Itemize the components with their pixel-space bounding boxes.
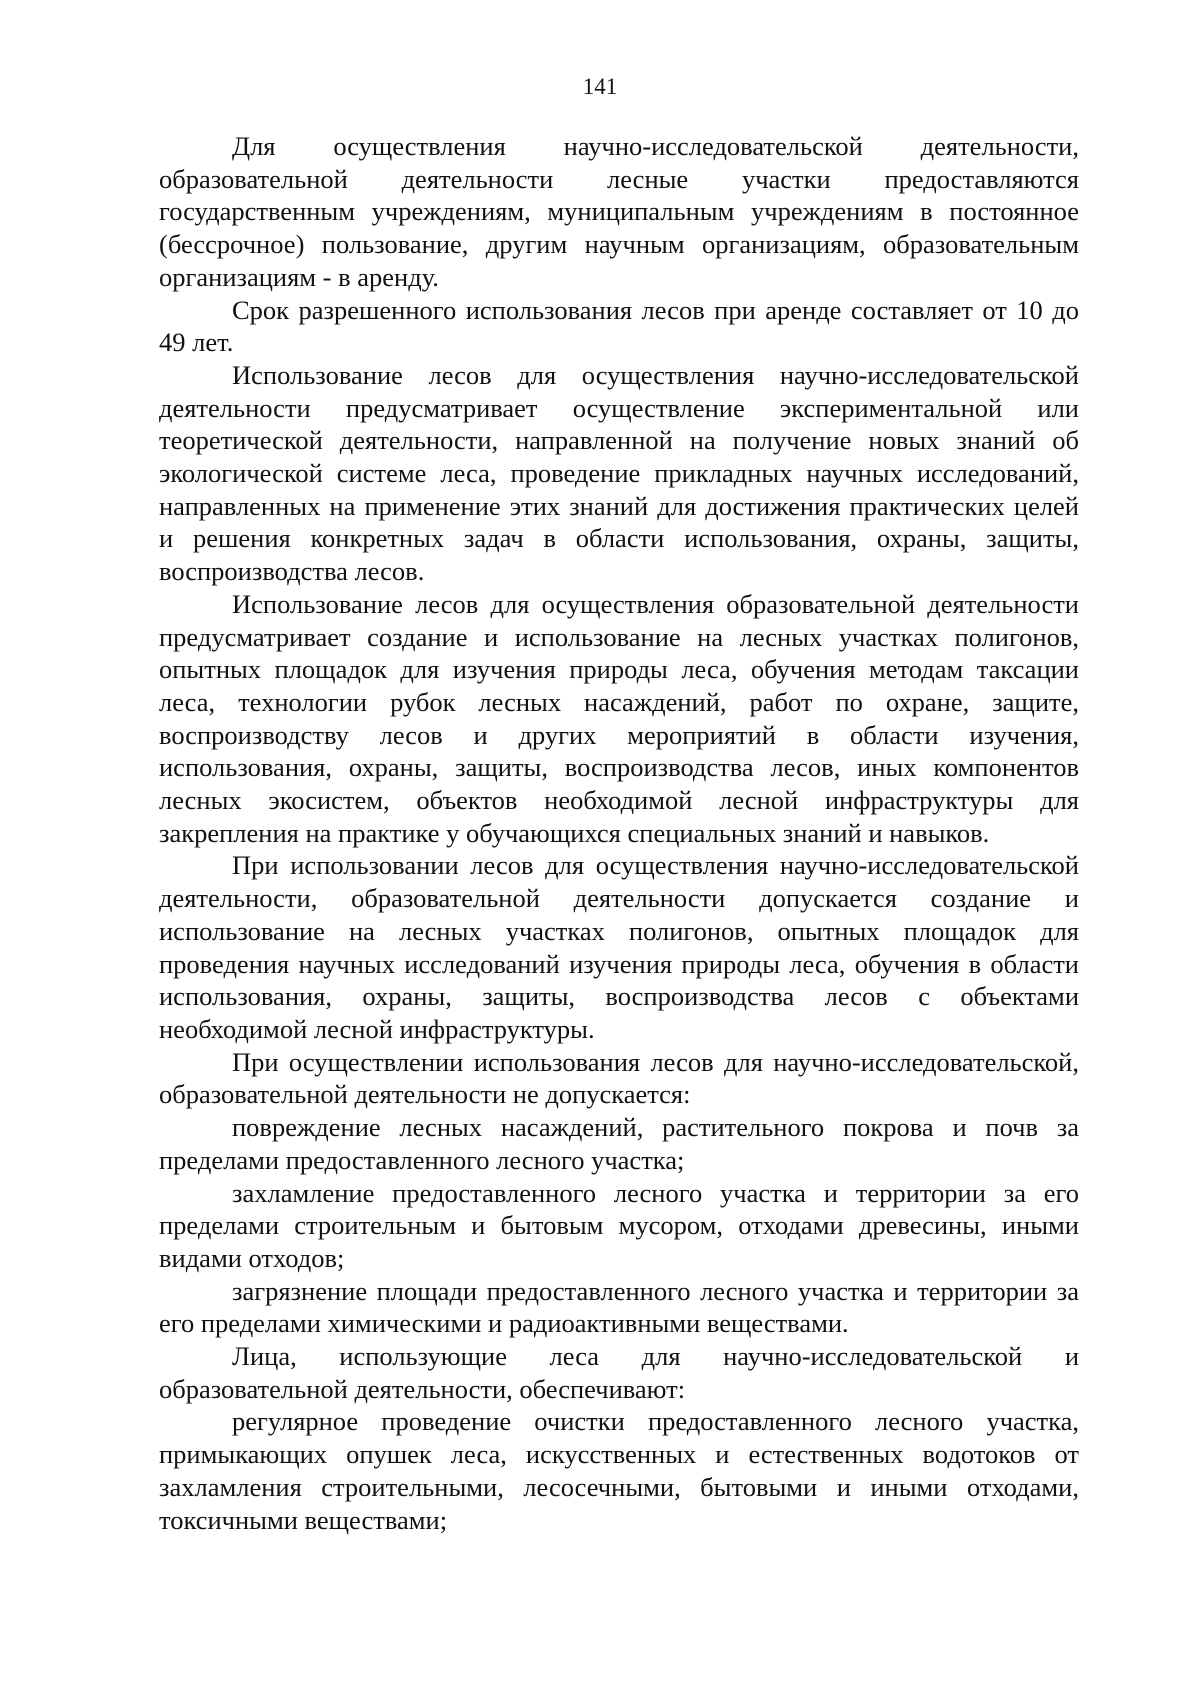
paragraph-allowed-polygons: При использовании лесов для осуществления научно-исследовательской деятельности, образовательной деятельности допускается создание и использование на лесных участках полигонов, опытных площадок для проведения научных исследований изучения природы леса, обучения в области использования, охраны, защиты, воспроизводства лесов с объектами необходимой лесной инфраструктуры.: [159, 850, 1079, 1044]
paragraph-research-activity: Использование лесов для осуществления научно-исследовательской деятельности предусматривает осуществление экспериментальной или теоретической деятельности, направленной на получение новых знаний об экологической системе леса, проведение прикладных научных исследований, направленных на применение этих знаний для достижения практических целей и решения конкретных задач в области использования, охраны, защиты, воспроизводства лесов.: [159, 359, 1079, 587]
list-item-damage: повреждение лесных насаждений, растительного покрова и почв за пределами предоставленного лесного участка;: [159, 1112, 1079, 1175]
paragraph-obligations-intro: Лица, использующие леса для научно-исследовательской и образовательной деятельности, обеспечивают:: [159, 1341, 1079, 1404]
paragraph-research-land-provision: Для осуществления научно-исследовательской деятельности, образовательной деятельности лесные участки предоставляются государственным учреждениям, муниципальным учреждениям в постоянное (бессрочное) пользование, другим научным организациям, образовательным организациям - в аренду.: [159, 131, 1079, 292]
list-item-cleaning: регулярное проведение очистки предоставленного лесного участка, примыкающих опушек леса, искусственных и естественных водотоков от захламления строительными, лесосечными, бытовыми и иными отходами, токсичными веществами;: [159, 1406, 1079, 1535]
page-number: 141: [582, 74, 618, 99]
list-item-pollution: загрязнение площади предоставленного лесного участка и территории за его пределами химическими и радиоактивными веществами.: [159, 1275, 1079, 1339]
paragraph-not-allowed-intro: При осуществлении использования лесов для научно-исследовательской, образовательной деятельности не допускается:: [159, 1046, 1079, 1110]
document-body: [159, 130, 1079, 1536]
list-item-littering: захламление предоставленного лесного участка и территории за его пределами строительным и бытовым мусором, отходами древесины, иными видами отходов;: [159, 1177, 1079, 1273]
paragraph-lease-term: Срок разрешенного использования лесов при аренде составляет от 10 до 49 лет.: [159, 294, 1079, 358]
paragraph-educational-activity: Использование лесов для осуществления образовательной деятельности предусматривает создание и использование на лесных участках полигонов, опытных площадок для изучения природы леса, обучения методам таксации леса, технологии рубок лесных насаждений, работ по охране, защите, воспроизводству лесов и других мероприятий в области изучения, использования, охраны, защиты, воспроизводства лесов, иных компонентов лесных экосистем, объектов необходимой лесной инфраструктуры для закрепления на практике у обучающихся специальных знаний и навыков.: [159, 588, 1079, 848]
